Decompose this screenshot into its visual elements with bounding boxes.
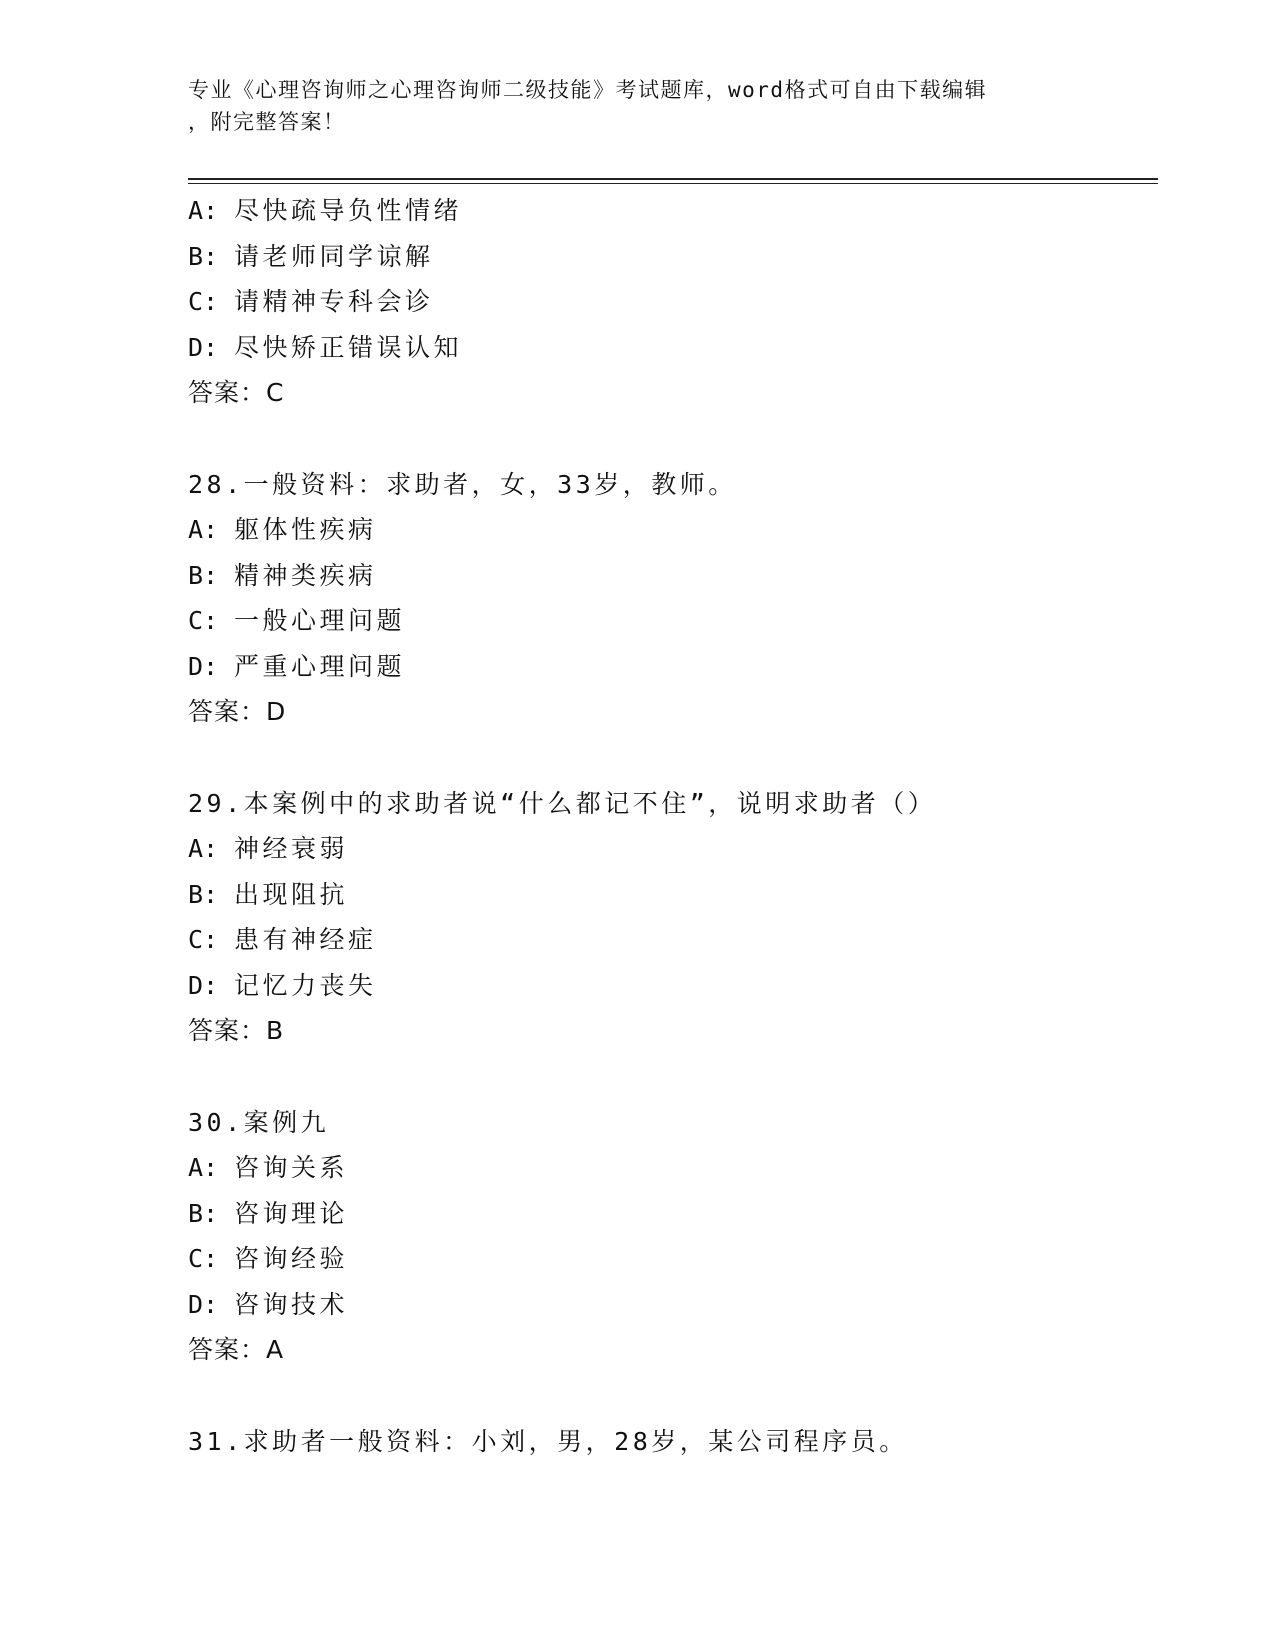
option-b — [188, 1191, 1158, 1237]
option-text: 请精神专科会诊 — [234, 287, 434, 316]
option-d — [188, 1282, 1158, 1328]
option-text: 出现阻抗 — [234, 879, 349, 909]
option-letter: C: — [188, 606, 219, 635]
option-letter: D: — [188, 332, 219, 362]
option-text: 咨询关系 — [234, 1153, 349, 1182]
option-text: 咨询经验 — [234, 1244, 349, 1273]
header-rule-thin — [188, 183, 1158, 184]
option-text: 尽快矫正错误认知 — [234, 332, 463, 362]
option-letter: B: — [188, 1198, 219, 1228]
header-line-2: ，附完整答案！ — [188, 110, 346, 134]
option-a — [188, 826, 1158, 872]
option-letter: A: — [188, 834, 219, 863]
answer-line: 答案：A — [188, 1335, 285, 1364]
option-b — [188, 553, 1158, 599]
previous-question-block — [188, 188, 1158, 416]
option-d — [188, 644, 1158, 690]
option-d — [188, 325, 1158, 371]
option-a — [188, 188, 1158, 234]
option-letter: D: — [188, 970, 219, 1000]
option-text: 请老师同学谅解 — [234, 241, 434, 271]
option-b — [188, 234, 1158, 280]
question-title: 29.本案例中的求助者说“什么都记不住”，说明求助者（） — [188, 788, 937, 818]
option-letter: B: — [188, 879, 219, 909]
answer-line: 答案：C — [188, 378, 285, 407]
option-text: 一般心理问题 — [234, 606, 406, 635]
header-rule-thick — [188, 178, 1158, 180]
answer-line: 答案：D — [188, 697, 287, 726]
option-text: 精神类疾病 — [234, 560, 377, 590]
option-text: 尽快疏导负性情绪 — [234, 196, 463, 225]
option-letter: C: — [188, 925, 219, 954]
option-letter: B: — [188, 241, 219, 271]
option-letter: A: — [188, 515, 219, 544]
option-letter: B: — [188, 560, 219, 590]
option-letter: D: — [188, 1289, 219, 1319]
option-c — [188, 598, 1158, 644]
option-text: 记忆力丧失 — [234, 970, 377, 1000]
option-c — [188, 279, 1158, 325]
header-line-1: 专业《心理咨询师之心理咨询师二级技能》考试题库，word格式可自由下载编辑 — [188, 78, 988, 102]
question-title: 31.求助者一般资料：小刘，男，28岁，某公司程序员。 — [188, 1426, 908, 1456]
option-letter: A: — [188, 196, 219, 225]
question-title: 30.案例九 — [188, 1107, 330, 1137]
option-d — [188, 963, 1158, 1009]
document-header — [188, 74, 1088, 138]
option-a — [188, 1145, 1158, 1191]
question-28 — [188, 462, 1158, 735]
option-text: 躯体性疾病 — [234, 515, 377, 544]
option-letter: A: — [188, 1153, 219, 1182]
question-30 — [188, 1100, 1158, 1373]
option-c — [188, 917, 1158, 963]
option-b — [188, 872, 1158, 918]
question-31 — [188, 1419, 1158, 1465]
option-letter: C: — [188, 287, 219, 316]
option-text: 咨询技术 — [234, 1289, 349, 1319]
question-29 — [188, 781, 1158, 1054]
question-title: 28.一般资料：求助者，女，33岁，教师。 — [188, 469, 737, 499]
option-c — [188, 1236, 1158, 1282]
answer-line: 答案：B — [188, 1016, 285, 1045]
option-letter: D: — [188, 651, 219, 681]
option-a — [188, 507, 1158, 553]
option-letter: C: — [188, 1244, 219, 1273]
option-text: 咨询理论 — [234, 1198, 349, 1228]
option-text: 严重心理问题 — [234, 651, 406, 681]
option-text: 患有神经症 — [234, 925, 377, 954]
option-text: 神经衰弱 — [234, 834, 349, 863]
question-list — [188, 188, 1158, 1464]
